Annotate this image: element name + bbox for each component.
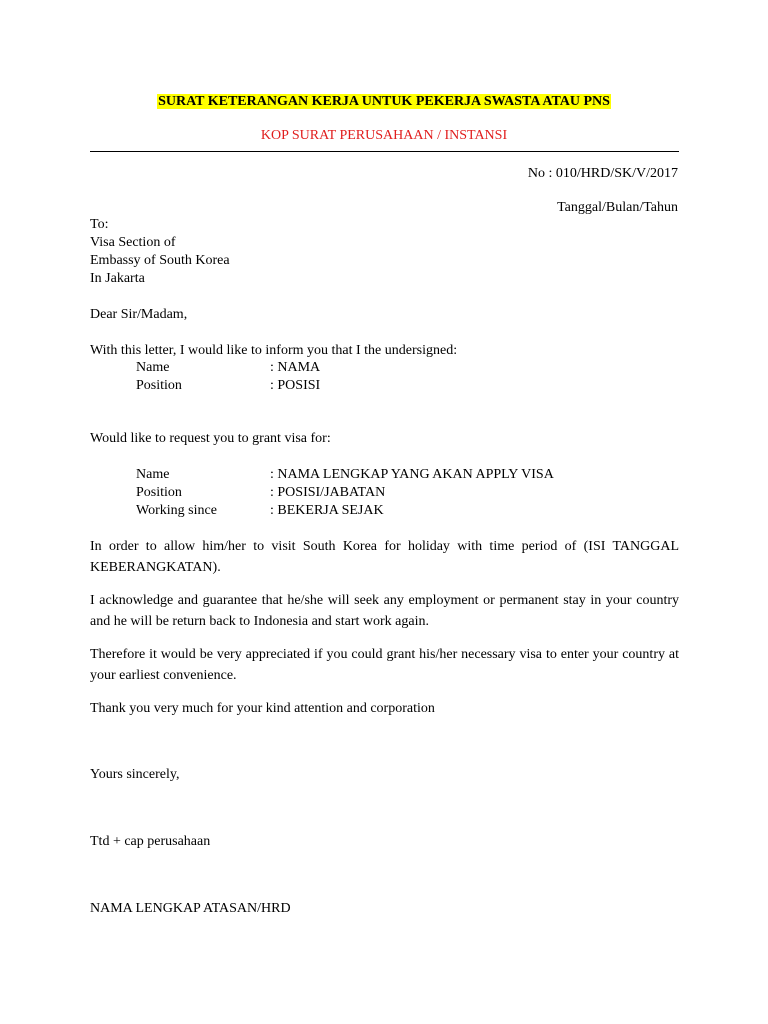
- signer-label: Position: [136, 378, 182, 393]
- applicant-row: [0, 466, 768, 484]
- signer-name: NAMA LENGKAP ATASAN/HRD: [90, 901, 291, 916]
- letterhead-placeholder: KOP SURAT PERUSAHAAN / INSTANSI: [260, 128, 508, 143]
- closing: Yours sincerely,: [90, 767, 180, 782]
- applicant-value: : NAMA LENGKAP YANG AKAN APPLY VISA: [270, 467, 554, 482]
- header-divider: [90, 151, 679, 152]
- applicant-row: [0, 502, 768, 520]
- signer-label: Name: [136, 360, 170, 375]
- recipient-to: To:: [90, 217, 109, 232]
- signer-value: : NAMA: [270, 360, 321, 375]
- applicant-label: Position: [136, 485, 182, 500]
- applicant-value: : BEKERJA SEJAK: [270, 503, 384, 518]
- body-paragraph: In order to allow him/her to visit South Korea for holiday with time period of (ISI TANGGAL KEBERANGKATAN).: [90, 539, 679, 575]
- signature-placeholder: Ttd + cap perusahaan: [90, 834, 211, 849]
- applicant-label: Name: [136, 467, 170, 482]
- applicant-row: [0, 484, 768, 502]
- body-paragraph: Therefore it would be very appreciated if you could grant his/her necessary visa to enter your country at your earliest convenience.: [90, 647, 679, 683]
- intro-text: With this letter, I would like to inform you that I the undersigned:: [90, 343, 458, 358]
- letter-number: No : 010/HRD/SK/V/2017: [527, 166, 678, 181]
- applicant-label: Working since: [136, 503, 217, 518]
- signer-row: [0, 359, 768, 377]
- body-paragraph: Thank you very much for your kind attention and corporation: [90, 701, 435, 716]
- greeting: Dear Sir/Madam,: [90, 307, 188, 322]
- signer-value: : POSISI: [270, 378, 321, 393]
- letter-date: Tanggal/Bulan/Tahun: [557, 200, 678, 215]
- request-text: Would like to request you to grant visa for:: [90, 431, 331, 446]
- recipient-line-2: Embassy of South Korea: [90, 253, 230, 268]
- recipient-line-3: In Jakarta: [90, 271, 145, 286]
- recipient-line-1: Visa Section of: [90, 235, 176, 250]
- body-paragraph: I acknowledge and guarantee that he/she will seek any employment or permanent stay in your country and he will be return back to Indonesia and start work again.: [90, 593, 679, 629]
- document-title: SURAT KETERANGAN KERJA UNTUK PEKERJA SWASTA ATAU PNS: [158, 94, 610, 109]
- applicant-value: : POSISI/JABATAN: [270, 485, 386, 500]
- signer-row: [0, 377, 768, 395]
